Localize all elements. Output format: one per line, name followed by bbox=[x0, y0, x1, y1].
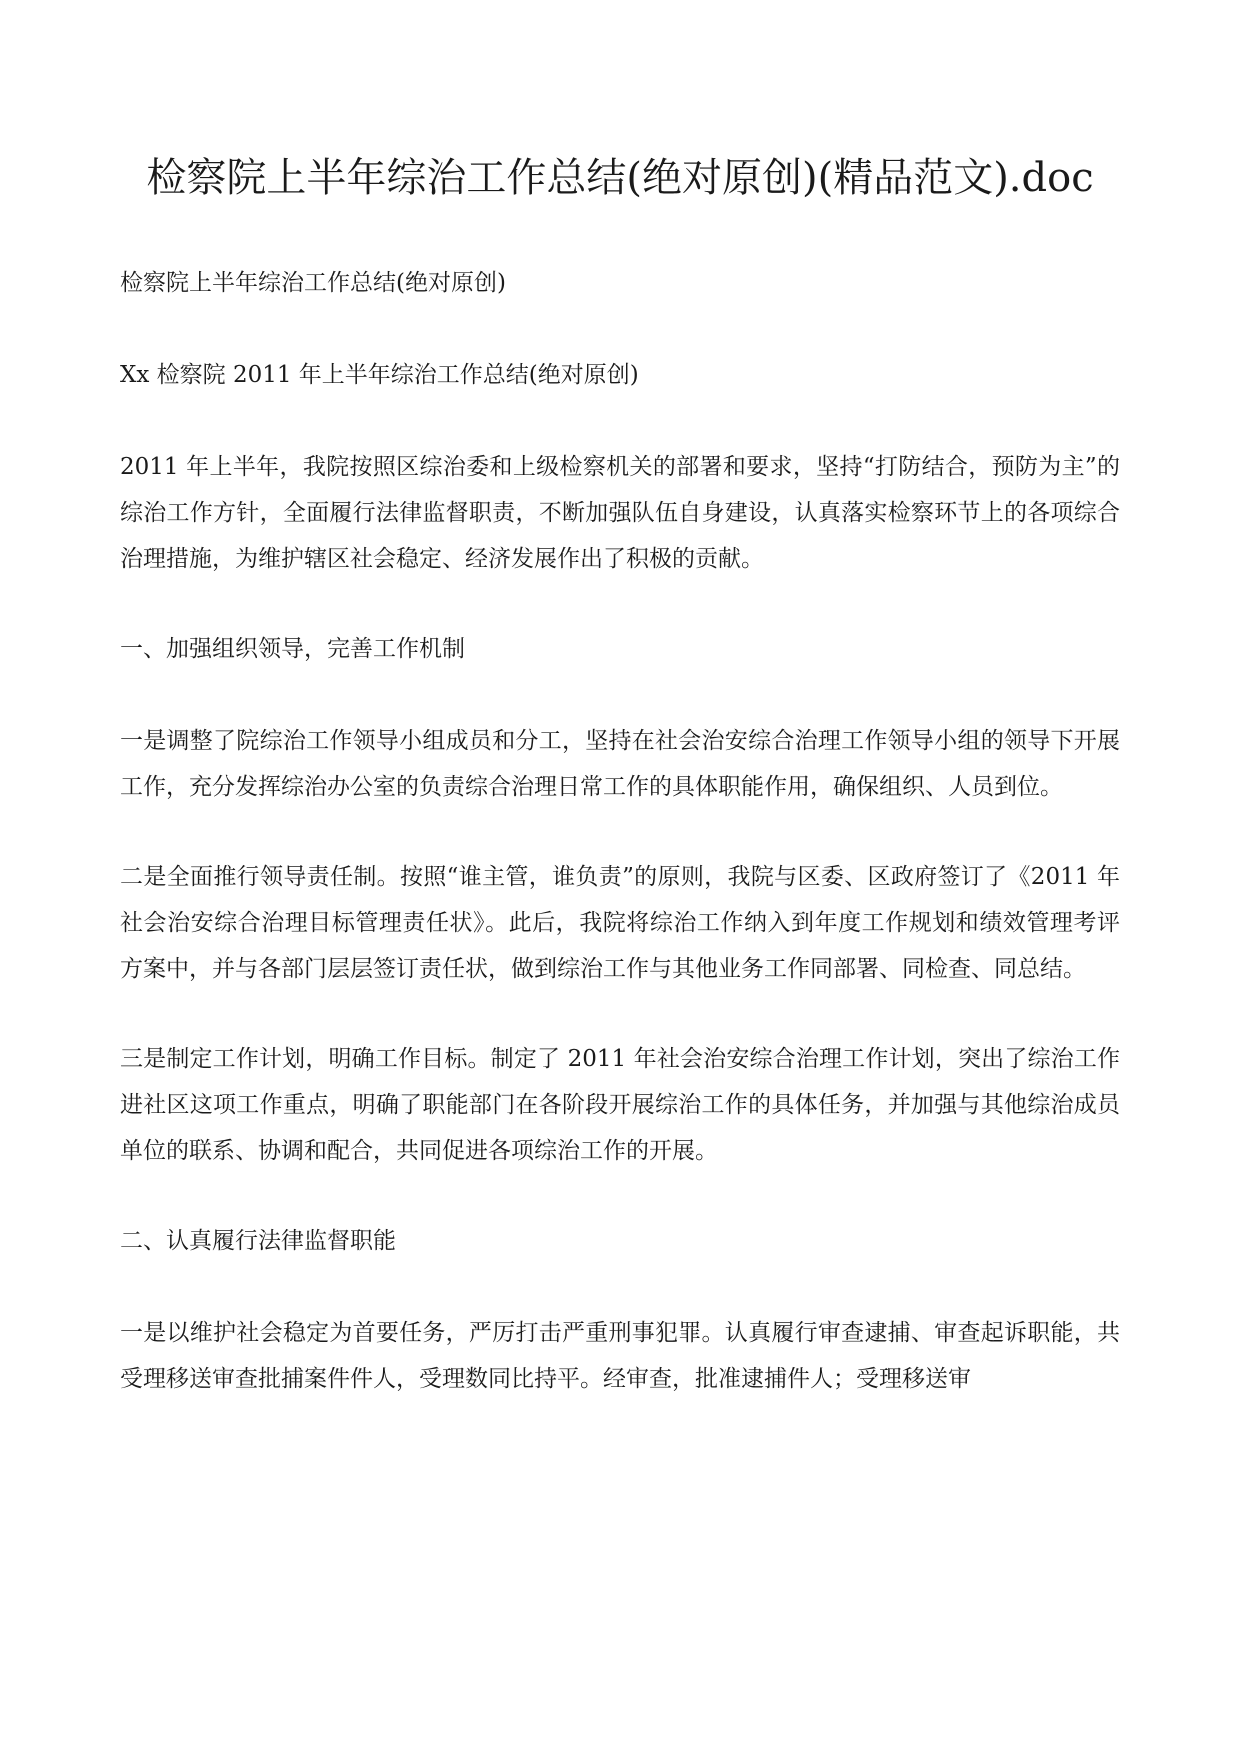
paragraph-intro: 2011 年上半年，我院按照区综治委和上级检察机关的部署和要求，坚持“打防结合，预防为主”的综治工作方针，全面履行法律监督职责，不断加强队伍自身建设，认真落实检察环节上的各项综合治理措施，为维护辖区社会稳定、经济发展作出了积极的贡献。 bbox=[120, 454, 1120, 572]
paragraph-subtitle: 检察院上半年综治工作总结(绝对原创) bbox=[120, 270, 506, 296]
paragraph: 一是调整了院综治工作领导小组成员和分工，坚持在社会治安综合治理工作领导小组的领导下开展工作，充分发挥综治办公室的负责综合治理日常工作的具体职能作用，确保组织、人员到位。 bbox=[120, 728, 1120, 800]
paragraph: 三是制定工作计划，明确工作目标。制定了 2011 年社会治安综合治理工作计划，突出了综治工作进社区这项工作重点，明确了职能部门在各阶段开展综治工作的具体任务，并加强与其他综治成员单位的联系、协调和配合，共同促进各项综治工作的开展。 bbox=[120, 1046, 1120, 1164]
paragraph: 一是以维护社会稳定为首要任务，严厉打击严重刑事犯罪。认真履行审查逮捕、审查起诉职能，共受理移送审查批捕案件件人，受理数同比持平。经审查，批准逮捕件人；受理移送审 bbox=[120, 1320, 1120, 1392]
section-heading-2: 二、认真履行法律监督职能 bbox=[120, 1228, 396, 1254]
document-body bbox=[120, 260, 1120, 1446]
paragraph: 二是全面推行领导责任制。按照“谁主管，谁负责”的原则，我院与区委、区政府签订了《2011 年社会治安综合治理目标管理责任状》。此后，我院将综治工作纳入到年度工作规划和绩效管理考评方案中，并与各部门层层签订责任状，做到综治工作与其他业务工作同部署、同检查、同总结。 bbox=[120, 864, 1120, 982]
document-title: 检察院上半年综治工作总结(绝对原创)(精品范文).doc bbox=[146, 155, 1094, 201]
section-heading-1: 一、加强组织领导，完善工作机制 bbox=[120, 636, 465, 662]
paragraph-heading: Xx 检察院 2011 年上半年综治工作总结(绝对原创) bbox=[120, 362, 639, 388]
